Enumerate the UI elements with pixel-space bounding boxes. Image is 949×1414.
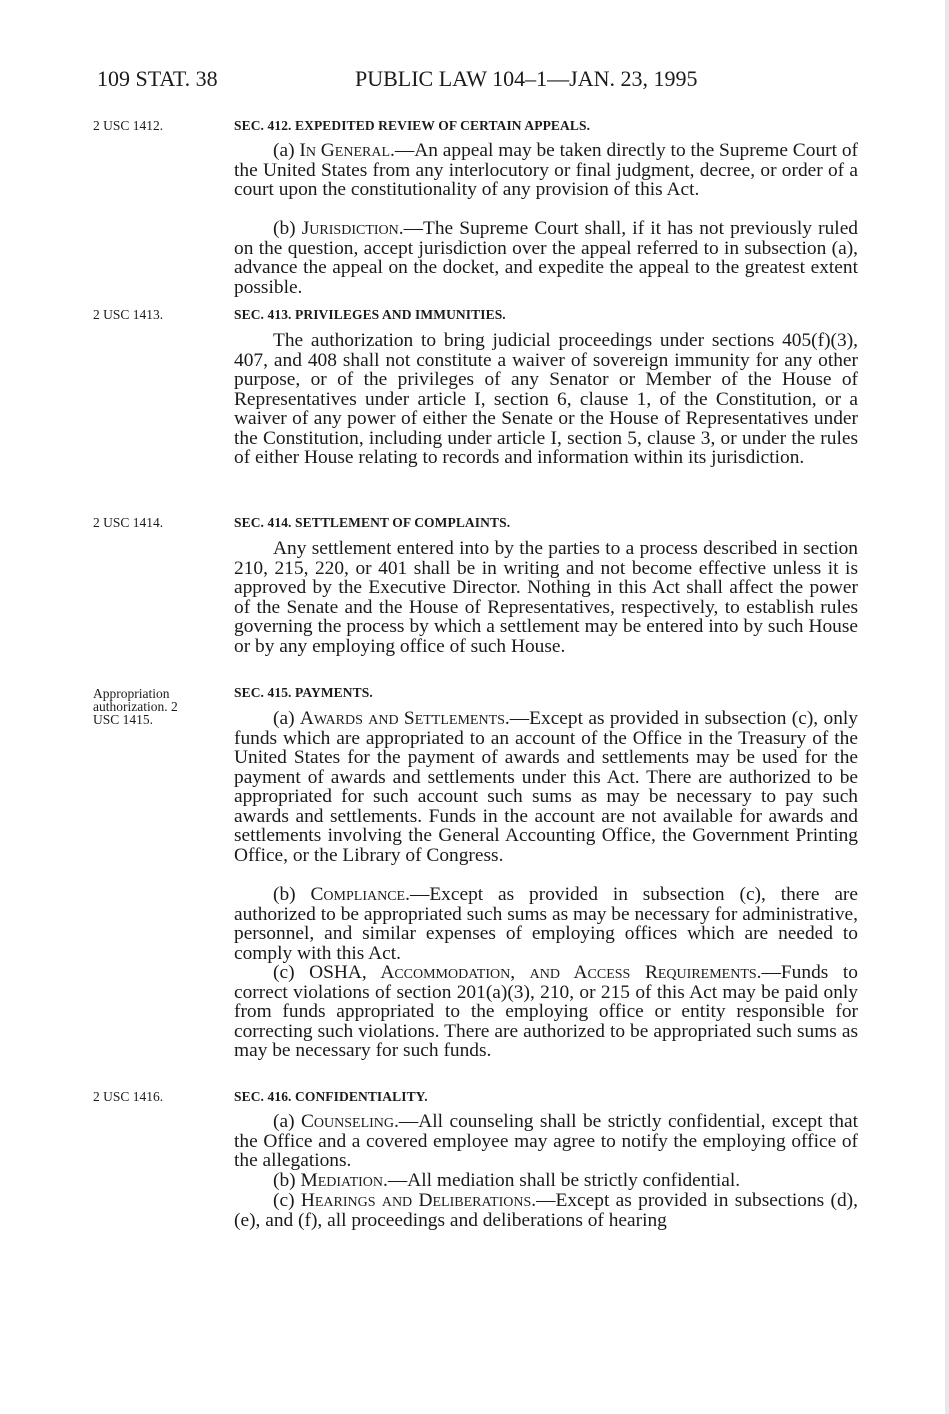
section-paragraph: (a) In General.—An appeal may be taken directly to the Supreme Court of the United States from any interlocutory or final judgment, decree, or order of a court upon the constitutionality of any provision of this Act. [234, 140, 858, 200]
section-heading: SEC. 413. PRIVILEGES AND IMMUNITIES. [234, 307, 506, 322]
page-reference: 109 STAT. 38 [97, 66, 218, 91]
margin-citation: 2 USC 1412. [93, 118, 164, 133]
margin-citation: 2 USC 1414. [93, 515, 164, 530]
section-paragraph: (c) Hearings and Deliberations.—Except as provided in subsections (d), (e), and (f), all proceedings and deliberations of hearing [234, 1190, 858, 1231]
margin-citation: 2 USC 1413. [93, 307, 164, 322]
section-paragraph: (b) Jurisdiction.—The Supreme Court shall, if it has not previously ruled on the question, accept jurisdiction over the appeal referred to in subsection (a), advance the appeal on the docket, and expedite the appeal to the greatest extent possible. [234, 218, 858, 298]
margin-citation: 2 USC 1416. [93, 1089, 164, 1104]
section-paragraph: (b) Mediation.—All mediation shall be strictly confidential. [273, 1170, 741, 1191]
section-paragraph: (c) OSHA, Accommodation, and Access Requirements.—Funds to correct violations of section 201(a)(3), 210, or 215 of this Act may be paid only from funds appropriated to the employing office or entity responsible for correcting such violations. There are authorized to be appropriated such sums as may be necessary for such funds. [234, 962, 858, 1061]
margin-citation: Appropriation authorization. 2 USC 1415. [93, 686, 178, 727]
section-paragraph: The authorization to bring judicial proceedings under sections 405(f)(3), 407, and 408 shall not constitute a waiver of sovereign immunity for any other purpose, or of the privileges of any Senator or Member of the House of Representatives under article I, section 6, clause 1, of the Constitution, or a waiver of any power of either the Senate or the House of Representatives under the Constitution, including under article I, section 5, clause 3, or under the rules of either House relating to records and information within its jurisdiction. [234, 330, 858, 468]
section-heading: SEC. 412. EXPEDITED REVIEW OF CERTAIN APPEALS. [234, 118, 591, 133]
page-header [97, 66, 757, 96]
section-paragraph: (a) Counseling.—All counseling shall be strictly confidential, except that the Office and a covered employee may agree to notify the employing office of the allegations. [234, 1111, 858, 1171]
section-heading: SEC. 416. CONFIDENTIALITY. [234, 1089, 428, 1104]
scan-edge-divider [945, 0, 949, 1414]
section-paragraph: (a) Awards and Settlements.—Except as provided in subsection (c), only funds which are appropriated to an account of the Office in the Treasury of the United States for the payment of awards and settlements may be used for the payment of awards and settlements under this Act. There are authorized to be appropriated for such account such sums as may be necessary to pay such awards and settlements. Funds in the account are not available for awards and settlements involving the General Accounting Office, the Government Printing Office, or the Library of Congress. [234, 708, 858, 866]
law-reference: PUBLIC LAW 104–1—JAN. 23, 1995 [355, 66, 698, 91]
section-paragraph: Any settlement entered into by the parties to a process described in section 210, 215, 220, or 401 shall be in writing and not become effective unless it is approved by the Executive Director. Nothing in this Act shall affect the power of the Senate and the House of Representatives, respectively, to establish rules governing the process by which a settlement may be entered into by such House or by any employing office of such House. [234, 538, 858, 657]
section-heading: SEC. 414. SETTLEMENT OF COMPLAINTS. [234, 515, 511, 530]
section-paragraph: (b) Compliance.—Except as provided in subsection (c), there are authorized to be appropriated such sums as may be necessary for administrative, personnel, and similar expenses of employing offices which are needed to comply with this Act. [234, 884, 858, 964]
section-heading: SEC. 415. PAYMENTS. [234, 685, 373, 700]
